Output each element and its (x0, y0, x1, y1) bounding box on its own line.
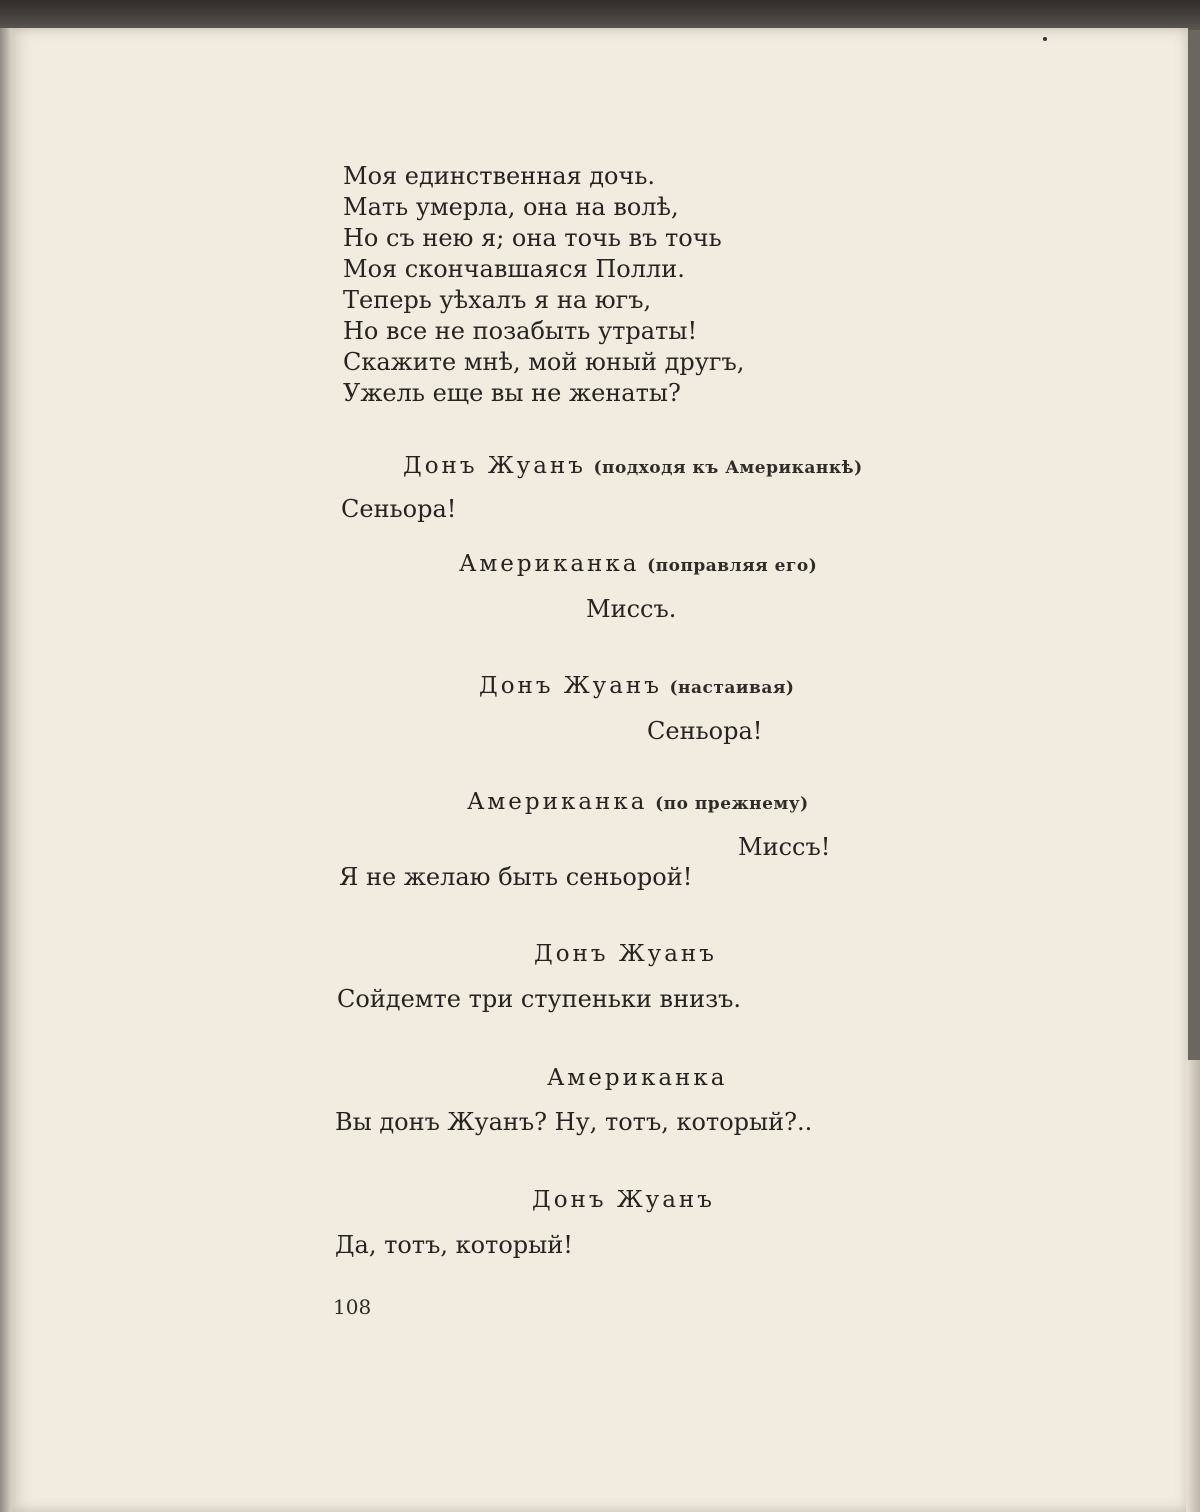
speaker-name: Донъ Жуанъ (532, 1187, 715, 1213)
page-gutter-edge (0, 28, 12, 1512)
dialogue-line: Миссъ! (738, 833, 831, 861)
speaker-name: Донъ Жуанъ (534, 941, 717, 967)
dialogue-line: Сойдемте три ступеньки внизъ. (337, 985, 742, 1013)
verse-line: Моя единственная дочь. (343, 162, 656, 190)
verse-line: Но съ нею я; она точь въ точь (343, 224, 722, 252)
speaker-heading (534, 938, 717, 969)
stage-direction: (подходя къ Американкѣ) (593, 458, 863, 478)
speaker-heading (403, 450, 863, 483)
dialogue-line: Вы донъ Жуанъ? Ну, тотъ, который?.. (335, 1108, 813, 1136)
dialogue-line: Миссъ. (586, 595, 677, 623)
verse-line: Мать умерла, она на волѣ, (343, 193, 679, 221)
speaker-heading (532, 1184, 715, 1215)
speaker-name: Донъ Жуанъ (479, 673, 662, 699)
speaker-heading (459, 548, 817, 581)
stage-direction: (настаивая) (669, 678, 795, 698)
stage-direction: (по прежнему) (655, 794, 809, 814)
speaker-heading (467, 786, 809, 819)
speaker-name: Американка (547, 1065, 728, 1091)
verse-line: Моя скончавшаяся Полли. (343, 255, 685, 283)
dialogue-line: Да, тотъ, который! (335, 1231, 573, 1259)
scan-top-border (0, 0, 1200, 30)
ink-speck (1043, 37, 1047, 41)
speaker-name: Американка (459, 551, 640, 577)
dialogue-line: Сеньора! (647, 717, 763, 745)
page-number: 108 (333, 1295, 372, 1319)
verse-line: Но все не позабыть утраты! (343, 317, 698, 345)
scan-right-border (1186, 1060, 1200, 1512)
verse-line: Ужель еще вы не женаты? (343, 379, 681, 407)
speaker-name: Донъ Жуанъ (403, 453, 586, 479)
speaker-heading (547, 1062, 727, 1093)
dialogue-line: Я не желаю быть сеньорой! (339, 863, 693, 891)
stage-direction: (поправляя его) (647, 556, 818, 576)
verse-line: Теперь уѣхалъ я на югъ, (343, 286, 652, 314)
verse-line: Скажите мнѣ, мой юный другъ, (343, 348, 745, 376)
speaker-name: Американка (467, 789, 648, 815)
dialogue-line: Сеньора! (341, 495, 457, 523)
speaker-heading (479, 670, 794, 703)
